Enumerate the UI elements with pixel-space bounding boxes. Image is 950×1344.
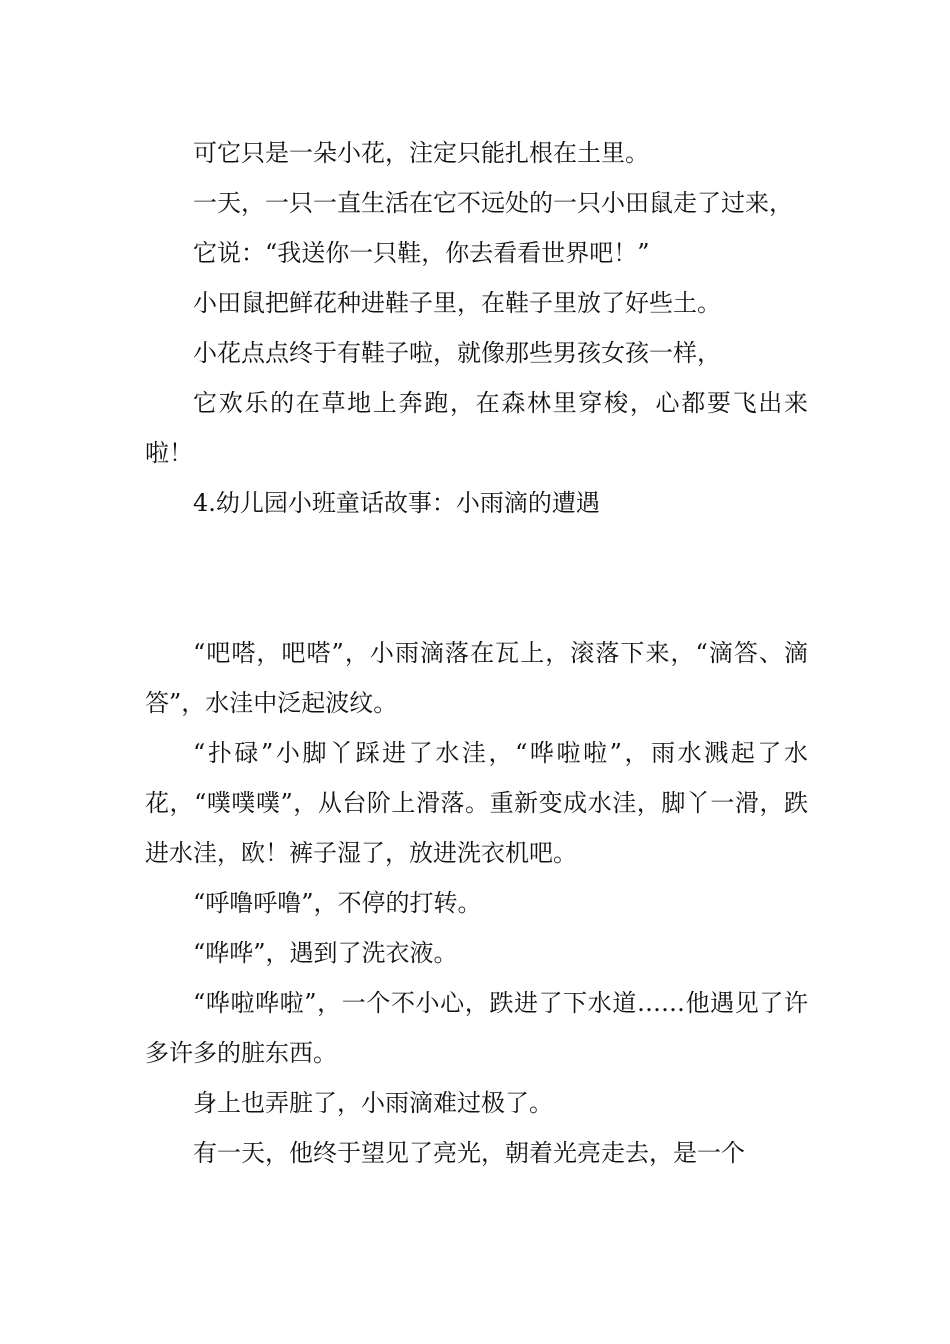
paragraph: “哗啦哗啦”，一个不小心，跌进了下水道……他遇见了许多许多的脏东西。 [145,989,808,1067]
paragraph: “吧嗒，吧嗒”，小雨滴落在瓦上，滚落下来，“滴答、滴答”，水洼中泛起波纹。 [145,639,808,717]
paragraph: 身上也弄脏了，小雨滴难过极了。 [193,1089,553,1117]
document-body [145,128,808,1178]
blank-space [145,528,808,628]
section-heading: 4.幼儿园小班童话故事：小雨滴的遭遇 [193,489,600,517]
paragraph: 它欢乐的在草地上奔跑，在森林里穿梭，心都要飞出来啦！ [145,389,808,467]
paragraph: 有一天，他终于望见了亮光，朝着光亮走去，是一个 [193,1139,745,1167]
paragraph: 一天，一只一直生活在它不远处的一只小田鼠走了过来， [193,189,793,217]
paragraph: “扑碌”小脚丫踩进了水洼，“哗啦啦”，雨水溅起了水花，“噗噗噗”，从台阶上滑落。重新变成水洼，脚丫一滑，跌进水洼，欧！裤子湿了，放进洗衣机吧。 [145,739,808,867]
paragraph: 小花点点终于有鞋子啦，就像那些男孩女孩一样， [193,339,721,367]
paragraph: 它说：“我送你一只鞋，你去看看世界吧！” [193,239,650,267]
paragraph: 小田鼠把鲜花种进鞋子里，在鞋子里放了好些土。 [193,289,721,317]
paragraph: “哗哗”，遇到了洗衣液。 [193,939,458,967]
paragraph: “呼噜呼噜”，不停的打转。 [193,889,482,917]
paragraph: 可它只是一朵小花，注定只能扎根在土里。 [193,139,649,167]
